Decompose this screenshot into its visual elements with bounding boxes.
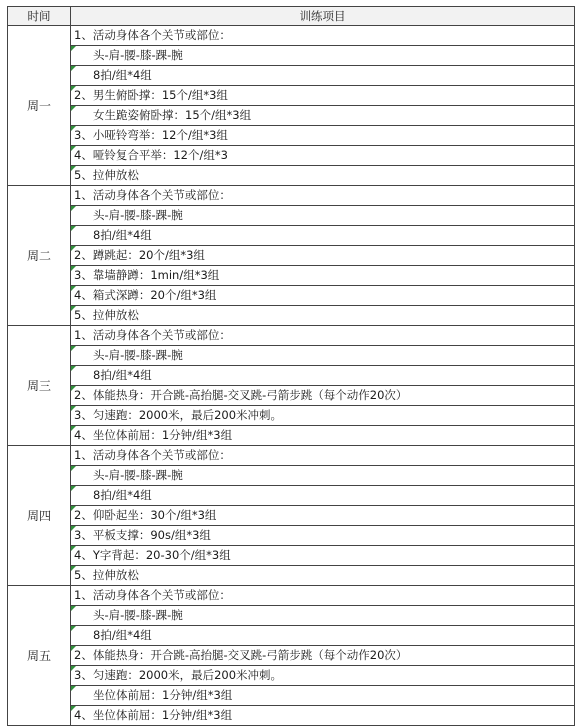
table-row: [8, 526, 575, 546]
table-row: [8, 206, 575, 226]
table-row: [8, 706, 575, 726]
table-row: [8, 506, 575, 526]
training-item: 1、活动身体各个关节或部位：: [71, 186, 575, 206]
table-row: [8, 26, 575, 46]
table-row: [8, 66, 575, 86]
items-column-header: 训练项目: [71, 7, 575, 26]
training-item: 头-肩-腰-膝-踝-腕: [71, 46, 575, 66]
day-label: 周五: [8, 586, 71, 726]
training-item: 3、小哑铃弯举：12个/组*3组: [71, 126, 575, 146]
training-item: 3、匀速跑：2000米，最后200米冲刺。: [71, 666, 575, 686]
table-row: [8, 166, 575, 186]
time-column-header: 时间: [8, 7, 71, 26]
table-row: [8, 326, 575, 346]
training-item: 8拍/组*4组: [71, 366, 575, 386]
training-item: 1、活动身体各个关节或部位：: [71, 326, 575, 346]
table-row: [8, 626, 575, 646]
training-item: 2、体能热身：开合跳-高抬腿-交叉跳-弓箭步跳（每个动作20次）: [71, 646, 575, 666]
training-item: 坐位体前屈：1分钟/组*3组: [71, 686, 575, 706]
table-row: [8, 386, 575, 406]
training-item: 5、拉伸放松: [71, 566, 575, 586]
training-item: 8拍/组*4组: [71, 486, 575, 506]
table-row: [8, 606, 575, 626]
training-item: 2、体能热身：开合跳-高抬腿-交叉跳-弓箭步跳（每个动作20次）: [71, 386, 575, 406]
training-item: 头-肩-腰-膝-踝-腕: [71, 606, 575, 626]
training-item: 头-肩-腰-膝-踝-腕: [71, 466, 575, 486]
table-row: [8, 346, 575, 366]
training-item: 1、活动身体各个关节或部位：: [71, 586, 575, 606]
training-item: 3、平板支撑：90s/组*3组: [71, 526, 575, 546]
table-header-row: [8, 7, 575, 26]
table-row: [8, 306, 575, 326]
day-label: 周一: [8, 26, 71, 186]
table-row: [8, 586, 575, 606]
table-row: [8, 566, 575, 586]
table-row: [8, 646, 575, 666]
table-row: [8, 486, 575, 506]
training-item: 头-肩-腰-膝-踝-腕: [71, 206, 575, 226]
training-item: 2、仰卧起坐：30个/组*3组: [71, 506, 575, 526]
training-item: 4、箱式深蹲：20个/组*3组: [71, 286, 575, 306]
training-item: 4、哑铃复合平举：12个/组*3: [71, 146, 575, 166]
table-row: [8, 46, 575, 66]
table-row: [8, 426, 575, 446]
table-row: [8, 366, 575, 386]
day-label: 周三: [8, 326, 71, 446]
table-row: [8, 406, 575, 426]
table-row: [8, 446, 575, 466]
training-item: 2、男生俯卧撑：15个/组*3组: [71, 86, 575, 106]
table-row: [8, 546, 575, 566]
table-row: [8, 286, 575, 306]
training-item: 3、匀速跑：2000米，最后200米冲刺。: [71, 406, 575, 426]
training-item: 5、拉伸放松: [71, 306, 575, 326]
training-item: 4、坐位体前屈：1分钟/组*3组: [71, 706, 575, 726]
training-item: 2、蹲跳起：20个/组*3组: [71, 246, 575, 266]
training-item: 8拍/组*4组: [71, 66, 575, 86]
day-label: 周四: [8, 446, 71, 586]
training-item: 4、Y字背起：20-30个/组*3组: [71, 546, 575, 566]
table-row: [8, 246, 575, 266]
training-item: 女生跪姿俯卧撑：15个/组*3组: [71, 106, 575, 126]
training-item: 4、坐位体前屈：1分钟/组*3组: [71, 426, 575, 446]
training-item: 1、活动身体各个关节或部位：: [71, 26, 575, 46]
training-item: 3、靠墙静蹲：1min/组*3组: [71, 266, 575, 286]
day-label: 周二: [8, 186, 71, 326]
training-item: 8拍/组*4组: [71, 626, 575, 646]
table-row: [8, 686, 575, 706]
training-item: 5、拉伸放松: [71, 166, 575, 186]
training-item: 8拍/组*4组: [71, 226, 575, 246]
table-row: [8, 86, 575, 106]
schedule-body: [8, 26, 575, 726]
table-row: [8, 226, 575, 246]
training-item: 头-肩-腰-膝-踝-腕: [71, 346, 575, 366]
table-row: [8, 106, 575, 126]
table-row: [8, 666, 575, 686]
table-row: [8, 266, 575, 286]
table-row: [8, 186, 575, 206]
training-schedule-table: [7, 6, 575, 726]
table-row: [8, 126, 575, 146]
table-row: [8, 466, 575, 486]
training-item: 1、活动身体各个关节或部位：: [71, 446, 575, 466]
table-row: [8, 146, 575, 166]
